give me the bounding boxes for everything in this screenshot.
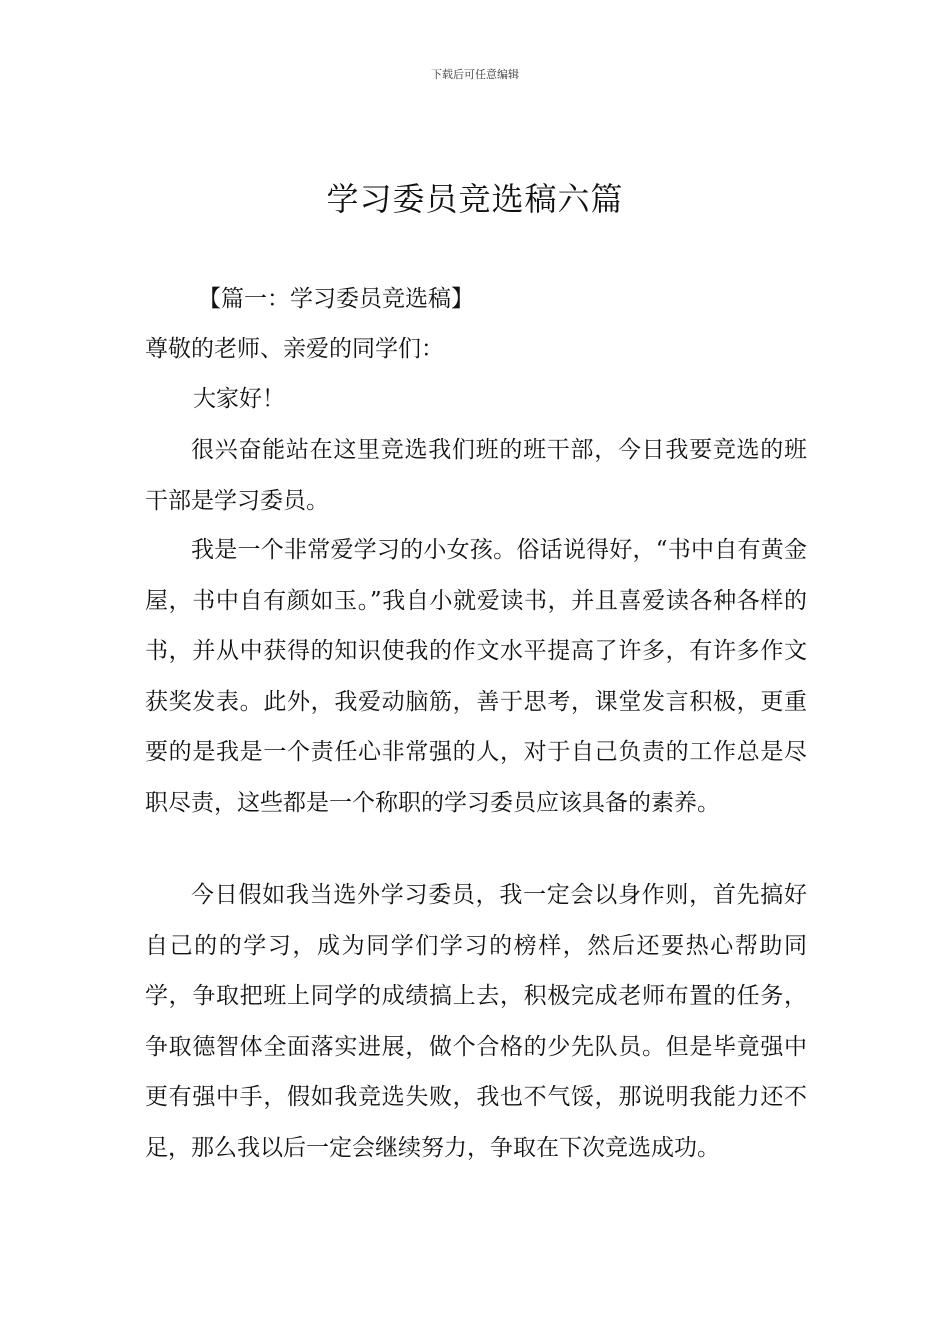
section-heading: 【篇一：学习委员竞选稿】 xyxy=(198,286,474,312)
body-paragraph-3 xyxy=(145,870,807,1173)
paragraph-text: 很兴奋能站在这里竞选我们班的班干部，今日我要竞选的班干部是学习委员。 xyxy=(145,437,807,514)
paragraph-text: 我是一个非常爱学习的小女孩。俗话说得好，“书中自有黄金屋，书中自有颜如玉。”我自小就爱读书，并且喜爱读各种各样的书，并从中获得的知识使我的作文水平提高了许多，有许多作文获奖发表。此外，我爱动脑筋，善于思考，课堂发言积极，更重要的是我是一个责任心非常强的人，对于自己负责的工作总是尽职尽责，这些都是一个称职的学习委员应该具备的素养。 xyxy=(145,537,807,816)
document-title: 学习委员竞选稿六篇 xyxy=(326,180,624,218)
body-paragraph-2 xyxy=(145,525,807,828)
salutation: 尊敬的老师、亲爱的同学们： xyxy=(145,336,444,362)
body-paragraph-1 xyxy=(145,425,807,526)
header-note: 下载后可任意编辑 xyxy=(431,68,519,81)
greeting: 大家好！ xyxy=(193,386,285,412)
paragraph-text: 今日假如我当选外学习委员，我一定会以身作则，首先搞好自己的的学习，成为同学们学习的榜样，然后还要热心帮助同学，争取把班上同学的成绩搞上去，积极完成老师布置的任务，争取德智体全面落实进展，做个合格的少先队员。但是毕竟强中更有强中手，假如我竞选失败，我也不气馁，那说明我能力还不足，那么我以后一定会继续努力，争取在下次竞选成功。 xyxy=(145,882,807,1161)
